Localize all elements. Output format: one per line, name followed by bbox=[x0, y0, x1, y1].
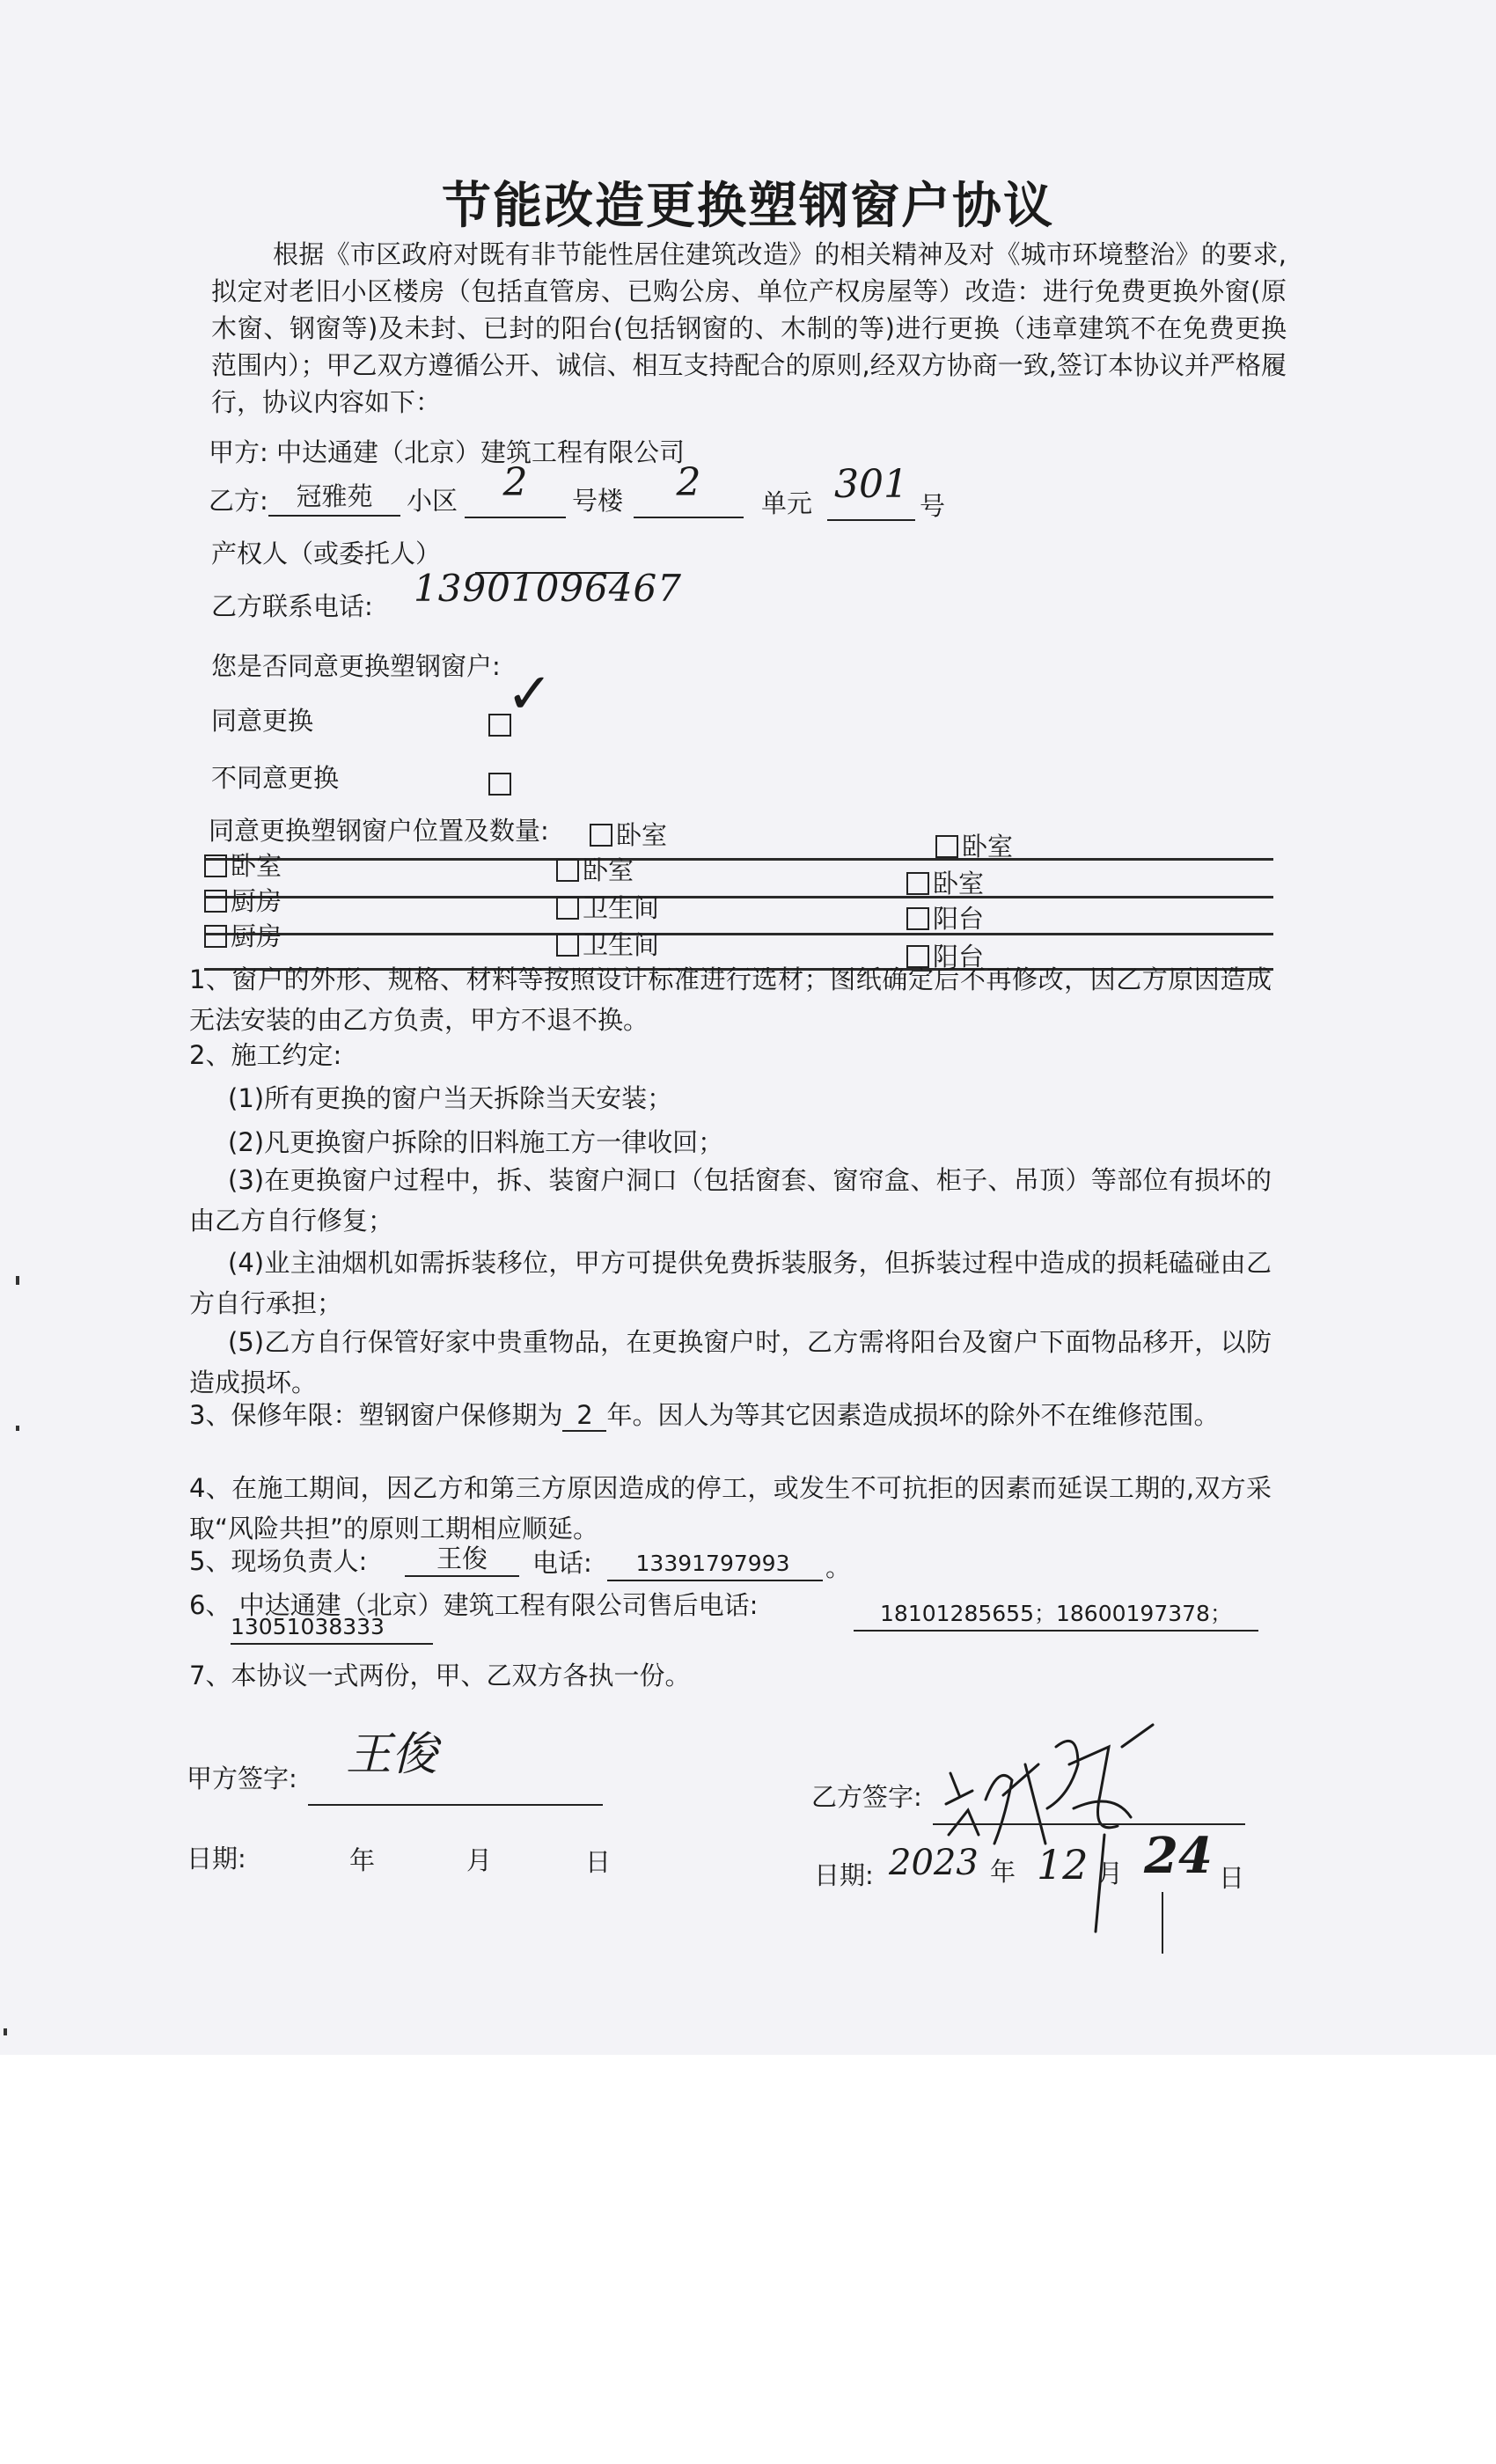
party-a-date-day: 日 bbox=[585, 1847, 612, 1877]
party-a-sign-underline bbox=[308, 1804, 603, 1806]
owner-label: 产权人（或委托人） bbox=[211, 539, 442, 568]
clause-2-item: (4)业主油烟机如需拆装移位，甲方可提供免费拆装服务，但拆装过程中造成的损耗磕碰由乙方自行承担； bbox=[189, 1248, 1272, 1318]
position-cell: 卧室 bbox=[590, 818, 667, 852]
intro-paragraph: 根据《市区政府对既有非节能性居住建筑改造》的相关精神及对《城市环境整治》的要求,拟定对老旧小区楼房（包括直管房、已购公房、单位产权房屋等）改造：进行免费更换外窗(原木窗、钢窗等)及未封、已封的阳台(包括钢窗的、木制的等)进行更换（违章建筑不在免费更换范围内）；甲乙双方遵循公开、诚信、相互支持配合的原则,经双方协商一致,签订本协议并严格履行，协议内容如下： bbox=[211, 239, 1287, 417]
party-b-label: 乙方: bbox=[209, 486, 268, 516]
agree-check-mark: ✓ bbox=[506, 662, 554, 727]
building-value: 2 bbox=[502, 460, 528, 505]
clause-2-item: (1)所有更换的窗户当天拆除当天安装； bbox=[228, 1083, 673, 1113]
party-a-date-year: 年 bbox=[349, 1845, 376, 1875]
room-underline bbox=[827, 519, 915, 521]
community-underline bbox=[268, 515, 400, 517]
document-title: 节能改造更换塑钢窗户协议 bbox=[442, 178, 1054, 235]
party-b-date-year-value: 2023 bbox=[889, 1843, 979, 1883]
clause-5-end: 。 bbox=[825, 1552, 852, 1582]
party-a-sign-label: 甲方签字: bbox=[187, 1764, 297, 1793]
after-sales-underline bbox=[854, 1630, 1258, 1632]
phone-value: 13901096467 bbox=[414, 567, 682, 610]
clause-7: 7、本协议一式两份，甲、乙双方各执一份。 bbox=[189, 1661, 691, 1690]
clause-5-label: 5、现场负责人: bbox=[189, 1546, 368, 1576]
clause-5-phone-label: 电话: bbox=[532, 1548, 592, 1578]
position-cell: 卫生间 bbox=[556, 928, 659, 962]
clause-2-item: (2)凡更换窗户拆除的旧料施工方一律收回； bbox=[228, 1127, 724, 1157]
position-cell: 阳台 bbox=[906, 940, 984, 973]
position-cell: 卧室 bbox=[906, 867, 984, 900]
table-row-line bbox=[204, 858, 1273, 861]
position-cell: 卫生间 bbox=[556, 891, 659, 925]
building-underline bbox=[465, 517, 566, 518]
position-cell: 厨房 bbox=[204, 920, 282, 953]
party-a-date-label: 日期: bbox=[187, 1844, 246, 1874]
positions-label: 同意更换塑钢窗户位置及数量: bbox=[209, 816, 549, 846]
scan-mark bbox=[16, 1276, 19, 1285]
clause-1: 1、窗户的外形、规格、材料等按照设计标准进行选材；图纸确定后不再修改，因乙方原因造成无法安装的由乙方负责，甲方不退不换。 bbox=[189, 964, 1272, 1035]
party-a-signature: 王俊 bbox=[345, 1728, 437, 1781]
community-value: 冠雅苑 bbox=[296, 481, 373, 511]
clause-2-item: (3)在更换窗户过程中，拆、装窗户洞口（包括窗套、窗帘盒、柜子、吊顶）等部位有损坏的由乙方自行修复； bbox=[189, 1165, 1272, 1236]
party-a-date-month: 月 bbox=[466, 1845, 493, 1875]
party-b-date-label: 日期: bbox=[814, 1860, 874, 1890]
party-b-sign-label: 乙方签字: bbox=[811, 1782, 922, 1812]
table-row-line bbox=[204, 896, 1273, 898]
position-cell: 厨房 bbox=[204, 884, 282, 918]
clause-4: 4、在施工期间，因乙方和第三方原因造成的停工，或发生不可抗拒的因素而延误工期的,双方采取“风险共担”的原则工期相应顺延。 bbox=[189, 1473, 1272, 1544]
signature-stroke bbox=[1162, 1892, 1165, 1954]
party-b-sign-underline bbox=[933, 1823, 1245, 1825]
unit-underline bbox=[634, 517, 744, 518]
warranty-years: 2 bbox=[562, 1400, 606, 1432]
site-manager-phone-underline bbox=[607, 1580, 823, 1581]
phone-label: 乙方联系电话: bbox=[211, 591, 373, 621]
site-manager-underline bbox=[405, 1575, 519, 1577]
party-b-date-year: 年 bbox=[990, 1857, 1016, 1887]
clause-2-title: 2、施工约定: bbox=[189, 1040, 342, 1070]
party-b-date-day: 日 bbox=[1219, 1863, 1245, 1893]
party-b-date-month-value: 12 bbox=[1037, 1841, 1089, 1888]
after-sales-phone-3: 13051038333 bbox=[231, 1614, 385, 1639]
clause-6-label: 6、 中达通建（北京）建筑工程有限公司售后电话: bbox=[189, 1590, 759, 1620]
community-suffix: 小区 bbox=[407, 486, 458, 516]
party-a-line: 甲方: 中达通建（北京）建筑工程有限公司 bbox=[209, 437, 685, 467]
position-cell: 卧室 bbox=[556, 854, 634, 887]
clause-2-item: (5)乙方自行保管好家中贵重物品，在更换窗户时，乙方需将阳台及窗户下面物品移开，以防造成损坏。 bbox=[189, 1327, 1272, 1397]
site-manager-name: 王俊 bbox=[436, 1544, 488, 1573]
disagree-label: 不同意更换 bbox=[211, 763, 340, 793]
room-suffix: 号 bbox=[920, 491, 946, 521]
position-cell: 阳台 bbox=[906, 902, 984, 935]
site-manager-phone: 13391797993 bbox=[635, 1551, 790, 1576]
unit-suffix: 单元 bbox=[761, 488, 813, 518]
consent-question: 您是否同意更换塑钢窗户: bbox=[211, 651, 501, 681]
after-sales-phones: 18101285655；18600197378； bbox=[880, 1601, 1232, 1626]
clause-3: 3、保修年限：塑钢窗户保修期为 2 年。因人为等其它因素造成损坏的除外不在维修范围。 bbox=[189, 1400, 1220, 1430]
table-row-line bbox=[204, 933, 1273, 935]
agree-label: 同意更换 bbox=[211, 706, 314, 736]
scan-mark bbox=[4, 2028, 7, 2035]
party-b-date-month: 月 bbox=[1097, 1859, 1124, 1888]
party-b-signature bbox=[924, 1712, 1223, 1940]
position-cell: 卧室 bbox=[935, 830, 1013, 863]
building-suffix: 号楼 bbox=[572, 486, 624, 516]
party-b-date-day-value: 24 bbox=[1144, 1827, 1213, 1885]
unit-value: 2 bbox=[676, 460, 701, 505]
scan-mark bbox=[16, 1426, 19, 1431]
room-value: 301 bbox=[834, 462, 908, 507]
position-cell: 卧室 bbox=[204, 849, 282, 883]
after-sales-phone-3-underline bbox=[231, 1643, 433, 1645]
disagree-checkbox[interactable] bbox=[488, 767, 515, 801]
